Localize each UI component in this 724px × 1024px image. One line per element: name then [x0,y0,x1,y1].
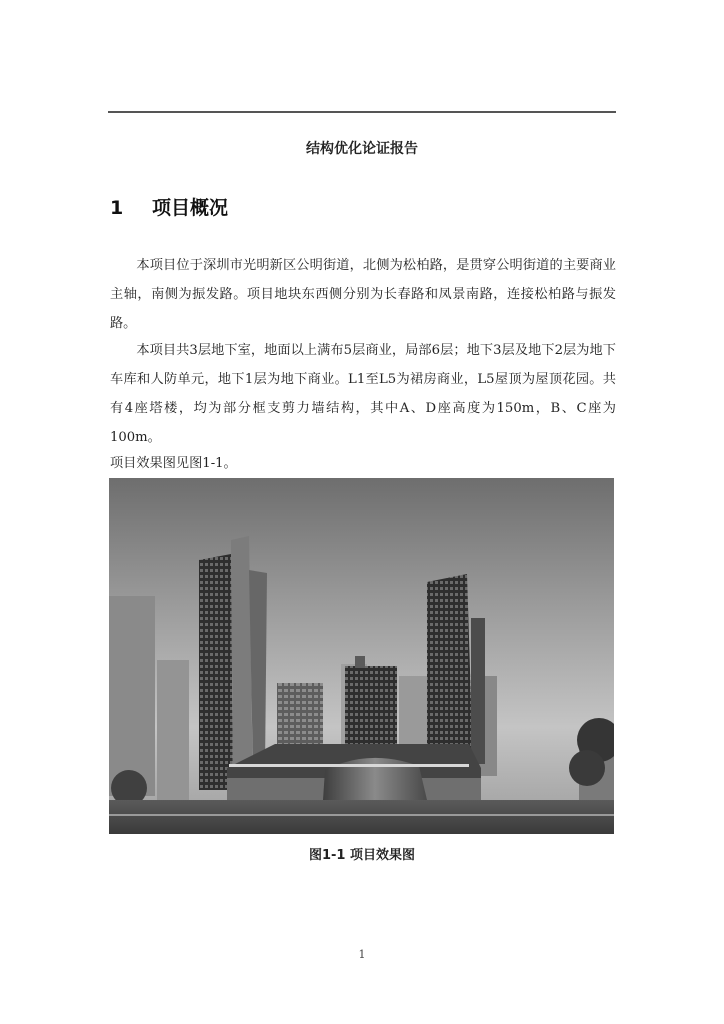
paragraph-location: 本项目位于深圳市光明新区公明街道，北侧为松柏路，是贯穿公明街道的主要商业主轴，南侧为振发路。项目地块东西侧分别为长春路和凤景南路，连接松柏路与振发路。 [110,258,616,331]
section-number: 1 [110,197,124,219]
section-title: 项目概况 [152,197,229,219]
header-rule [108,111,616,113]
paragraph-structure: 本项目共3层地下室，地面以上满布5层商业，局部6层；地下3层及地下2层为地下车库和人防单元，地下1层为地下商业。L1至L5为裙房商业，L5屋顶为屋顶花园。共有4座塔楼，均为部分框支剪力墙结构，其中A、D座高度为150m，B、C座为100m。 [110,343,616,445]
figure-caption: 图1-1 项目效果图 [308,848,415,863]
section-heading [110,193,228,220]
figure-reference: 项目效果图见图1-1。 [110,456,237,471]
page-number: 1 [358,948,366,961]
building-rendering-image [109,478,614,834]
document-title: 结构优化论证报告 [306,141,418,157]
